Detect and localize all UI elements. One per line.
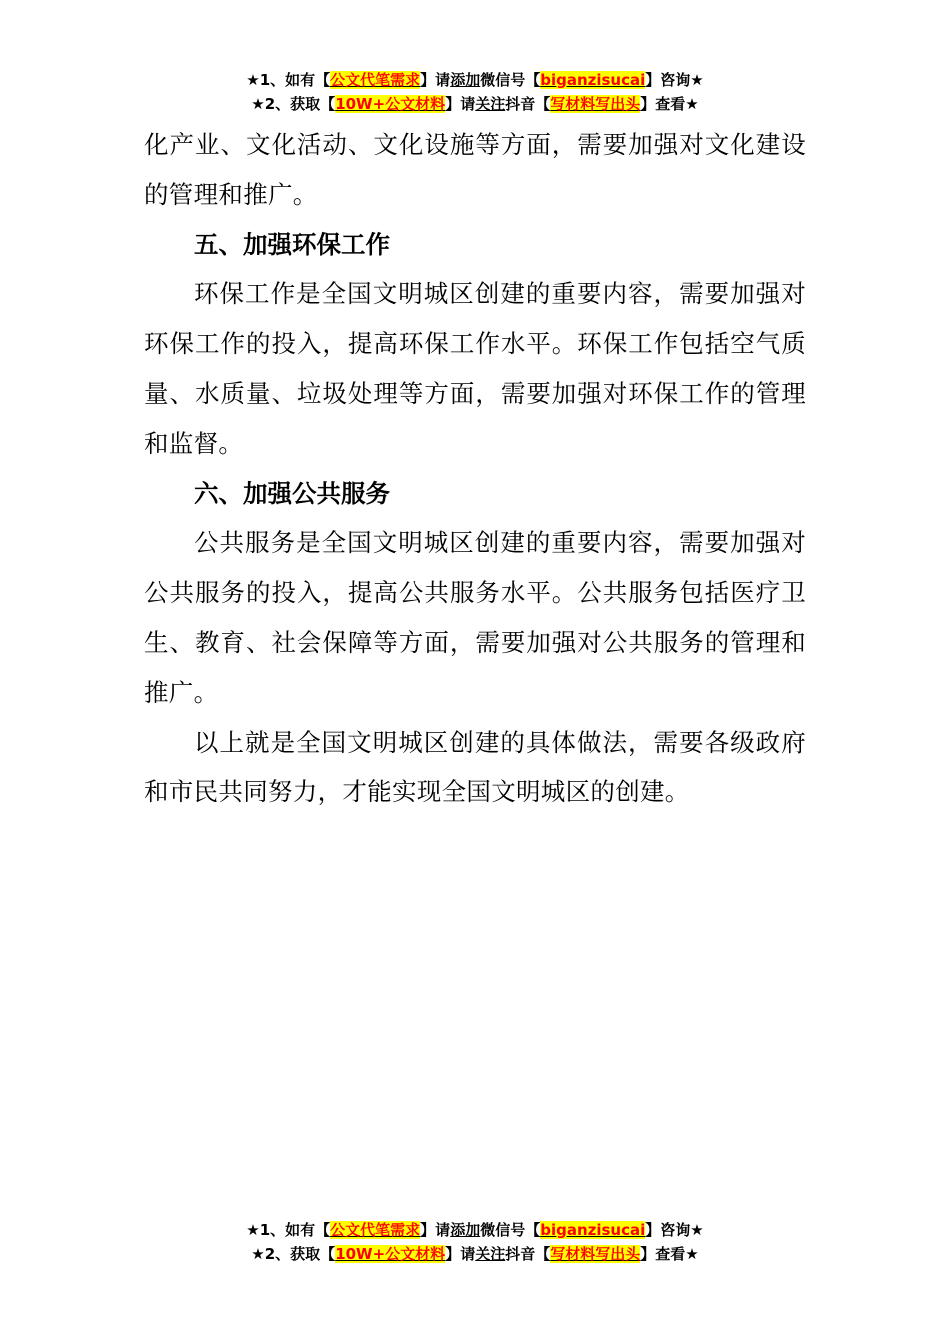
banner-highlight-douyin-account: 写材料写出头 xyxy=(550,1245,641,1263)
banner-highlight-materials: 10W+公文材料 xyxy=(335,95,446,113)
document-body xyxy=(144,120,806,817)
header-banner xyxy=(0,68,950,116)
banner-highlight-writing-service: 公文代笔需求 xyxy=(330,1221,421,1239)
banner-line-2 xyxy=(0,92,950,116)
banner-text: 】查看★ xyxy=(640,95,699,113)
banner-emphasis: 关注 xyxy=(475,1245,506,1263)
banner-text: 】咨询★ xyxy=(645,1221,704,1239)
banner-text: ★1、如有【 xyxy=(246,71,331,89)
banner-text: 】请 xyxy=(420,1221,451,1239)
section-heading-public-service: 六、加强公共服务 xyxy=(194,478,390,508)
banner-text: 】请 xyxy=(420,71,451,89)
banner-text: 抖音【 xyxy=(505,95,551,113)
paragraph-environment: 环保工作是全国文明城区创建的重要内容，需要加强对环保工作的投入，提高环保工作水平。环保工作包括空气质量、水质量、垃圾处理等方面，需要加强对环保工作的管理和监督。 xyxy=(144,279,806,458)
paragraph-public-service: 公共服务是全国文明城区创建的重要内容，需要加强对公共服务的投入，提高公共服务水平。公共服务包括医疗卫生、教育、社会保障等方面，需要加强对公共服务的管理和推广。 xyxy=(144,528,806,707)
banner-text: 】请 xyxy=(445,1245,476,1263)
footer-banner xyxy=(0,1218,950,1266)
paragraph-conclusion: 以上就是全国文明城区创建的具体做法，需要各级政府和市民共同努力，才能实现全国文明城区的创建。 xyxy=(144,727,806,807)
banner-text: ★2、获取【 xyxy=(251,95,336,113)
banner-text: 抖音【 xyxy=(505,1245,551,1263)
banner-text: 】咨询★ xyxy=(645,71,704,89)
paragraph-continued: 化产业、文化活动、文化设施等方面，需要加强对文化建设的管理和推广。 xyxy=(144,130,806,209)
banner-text: 微信号【 xyxy=(480,1221,541,1239)
banner-highlight-writing-service: 公文代笔需求 xyxy=(330,71,421,89)
banner-text: 】查看★ xyxy=(640,1245,699,1263)
banner-emphasis: 添加 xyxy=(450,1221,481,1239)
banner-line-1 xyxy=(0,68,950,92)
banner-highlight-wechat-id: biganzisucai xyxy=(540,71,646,89)
banner-text: ★1、如有【 xyxy=(246,1221,331,1239)
banner-line-1 xyxy=(0,1218,950,1242)
banner-emphasis: 关注 xyxy=(475,95,506,113)
section-heading-environment: 五、加强环保工作 xyxy=(194,229,390,259)
banner-highlight-wechat-id: biganzisucai xyxy=(540,1221,646,1239)
banner-highlight-materials: 10W+公文材料 xyxy=(335,1245,446,1263)
banner-highlight-douyin-account: 写材料写出头 xyxy=(550,95,641,113)
banner-line-2 xyxy=(0,1242,950,1266)
banner-text: ★2、获取【 xyxy=(251,1245,336,1263)
banner-text: 】请 xyxy=(445,95,476,113)
banner-emphasis: 添加 xyxy=(450,71,481,89)
banner-text: 微信号【 xyxy=(480,71,541,89)
